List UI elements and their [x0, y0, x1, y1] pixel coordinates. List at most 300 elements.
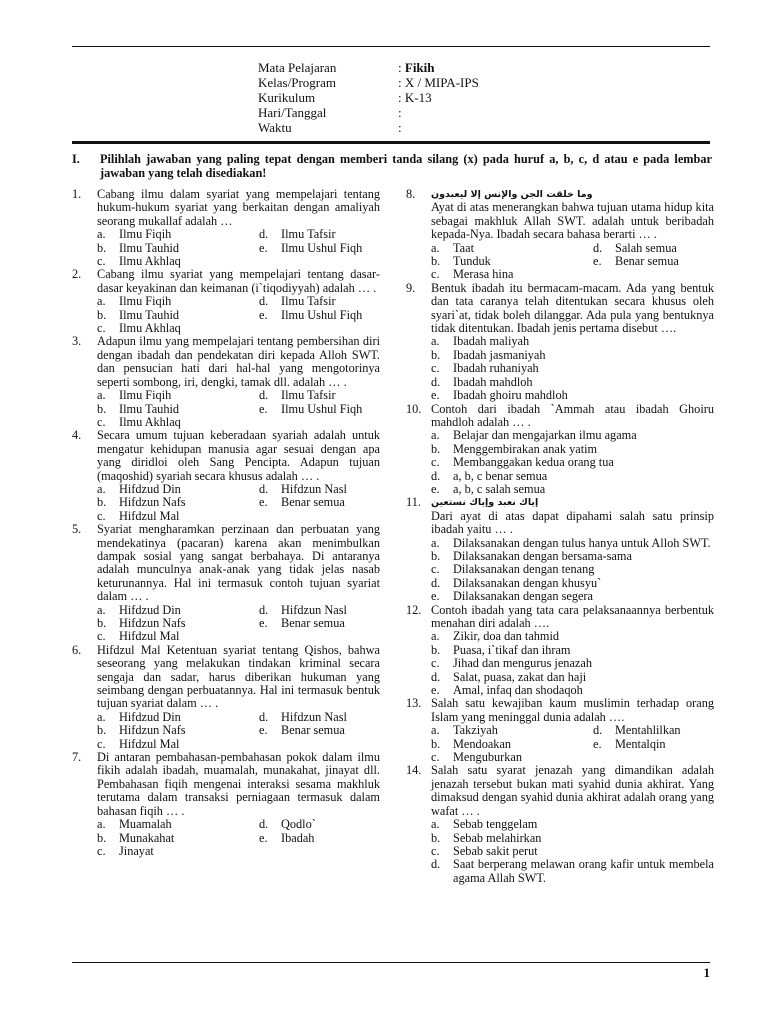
answer-option	[259, 309, 380, 322]
option-text: a, b, c benar semua	[453, 468, 548, 483]
answer-option	[431, 684, 714, 697]
option-letter: b.	[97, 401, 107, 416]
answer-option	[593, 724, 714, 737]
option-text: Dilaksanakan dengan tenang	[453, 562, 595, 577]
answer-option	[259, 832, 380, 845]
option-letter: c.	[431, 750, 440, 765]
option-text: Hifdzun Nafs	[119, 495, 186, 510]
option-letter: b.	[431, 254, 441, 269]
header-value-text: Fikih	[404, 60, 435, 75]
question-body	[431, 188, 714, 282]
header-separator: :	[398, 90, 405, 105]
option-letter: e.	[593, 736, 602, 751]
option-letter: a.	[97, 709, 106, 724]
question-number: 9.	[406, 280, 416, 295]
answer-option	[97, 818, 259, 831]
option-text: Ilmu Ushul Fiqh	[281, 240, 363, 255]
answer-options	[431, 818, 714, 885]
header-value	[398, 60, 435, 75]
header-divider-thick	[72, 141, 710, 144]
answer-option	[431, 335, 714, 348]
header-label: Mata Pelajaran	[258, 60, 337, 75]
option-text: Ilmu Akhlaq	[119, 414, 181, 429]
answer-option	[259, 617, 380, 630]
answer-options	[97, 389, 380, 429]
option-letter: d.	[259, 602, 269, 617]
answer-option	[259, 604, 380, 617]
option-letter: e.	[431, 589, 440, 604]
option-text: Salah semua	[615, 240, 677, 255]
answer-option	[431, 255, 593, 268]
arabic-verse: إياك نعبد وإياك نستعين	[431, 497, 539, 509]
option-letter: d.	[259, 294, 269, 309]
option-letter: d.	[431, 374, 441, 389]
option-text: Menggembirakan anak yatim	[453, 441, 598, 456]
option-letter: a.	[431, 428, 440, 443]
option-text: Puasa, i`tikaf dan ihram	[453, 642, 571, 657]
option-text: Belajar dan mengajarkan ilmu agama	[453, 428, 637, 443]
question-stem: Salah satu syarat jenazah yang dimandikan adalah jenazah tersebut bukan mati syahid dunia akhirat. Yang dimaksud dengan syahid dunia akhirat adalah orang yang wafat … .	[431, 763, 714, 818]
question-number: 12.	[406, 602, 422, 617]
footer-rule	[72, 962, 710, 963]
option-letter: e.	[259, 401, 268, 416]
option-letter: c.	[97, 629, 106, 644]
header-separator: :	[398, 60, 405, 75]
answer-option	[97, 832, 259, 845]
question-body	[97, 644, 380, 751]
question-body	[431, 282, 714, 403]
option-text: Benar semua	[615, 254, 679, 269]
answer-options	[97, 604, 380, 644]
option-text: Munakahat	[119, 830, 175, 845]
option-text: Hifdzun Nafs	[119, 616, 186, 630]
question-body	[431, 604, 714, 698]
instruction-text: Pilihlah jawaban yang paling tepat dengan memberi tanda silang (x) pada huruf a, b, c, d atau e pada lembar jawaban yang telah disediakan!	[100, 152, 712, 180]
option-letter: b.	[431, 548, 441, 563]
option-text: Dilaksanakan dengan segera	[453, 589, 593, 604]
answer-option	[431, 389, 714, 402]
question-body	[97, 429, 380, 523]
answer-option	[97, 389, 259, 402]
option-text: Benar semua	[281, 495, 345, 510]
answer-option	[97, 242, 259, 255]
answer-options	[97, 818, 380, 858]
option-text: Hifdzun Nasl	[281, 602, 347, 617]
header-value	[398, 105, 402, 120]
answer-option	[97, 738, 259, 751]
answer-option	[431, 376, 714, 389]
answer-option	[431, 470, 714, 483]
answer-option	[97, 416, 259, 429]
answer-option	[97, 604, 259, 617]
option-text: Ilmu Fiqih	[119, 388, 172, 403]
question-stem: Secara umum tujuan keberadaan syariah adalah untuk mengatur kehidupan manusia agar sesuai dengan apa yang diridloi oleh Sang Pencipta. Adapun tujuan (maqoshid) syariah secara khusus adalah … .	[97, 428, 380, 483]
answer-option	[431, 268, 593, 281]
option-text: Dilaksanakan dengan bersama-sama	[453, 548, 632, 563]
answer-option	[431, 630, 714, 643]
answer-option	[431, 644, 714, 657]
option-letter: b.	[431, 441, 441, 456]
option-text: Muamalah	[119, 817, 172, 832]
header-row	[258, 105, 479, 120]
option-letter: b.	[431, 347, 441, 362]
question-item	[72, 268, 380, 335]
option-letter: c.	[97, 508, 106, 523]
question-stem: Syariat mengharamkan perzinaan dan perbuatan yang mendekatinya (pacaran) karena akan menimbulkan dampak sosial yang sangat berbahaya. Di antaranya adalah munculnya anak-anak yang tidak jelas nasab keturunannya. Hal ini termasuk contoh tujuan syariat dalam … .	[97, 522, 380, 604]
answer-option	[97, 845, 259, 858]
option-letter: d.	[431, 575, 441, 590]
option-text: Mentahlilkan	[615, 723, 681, 738]
option-text: Ilmu Ushul Fiqh	[281, 307, 363, 322]
answer-option	[593, 255, 714, 268]
option-letter: d.	[431, 468, 441, 483]
question-number: 8.	[406, 187, 416, 201]
question-item	[72, 523, 380, 644]
option-text: Ilmu Tauhid	[119, 307, 180, 322]
header-row	[258, 120, 479, 135]
option-letter: e.	[431, 388, 440, 403]
header-separator: :	[398, 105, 402, 120]
option-text: Ibadah	[281, 830, 315, 845]
option-text: a, b, c salah semua	[453, 481, 546, 496]
question-body	[431, 496, 714, 603]
option-letter: d.	[431, 857, 441, 872]
answer-option	[97, 483, 259, 496]
option-letter: a.	[431, 723, 440, 738]
option-text: Ilmu Tauhid	[119, 240, 180, 255]
answer-options	[97, 295, 380, 335]
option-text: Sebab melahirkan	[453, 830, 542, 845]
question-item	[406, 403, 714, 497]
question-number: 5.	[72, 522, 82, 537]
option-text: Ibadah ruhaniyah	[453, 361, 539, 376]
top-rule	[72, 46, 710, 47]
option-letter: a.	[97, 817, 106, 832]
option-letter: b.	[97, 830, 107, 845]
option-text: Merasa hina	[453, 267, 514, 282]
answer-option	[431, 751, 593, 764]
answer-option	[431, 724, 593, 737]
question-body	[97, 751, 380, 858]
answer-option	[259, 483, 380, 496]
option-text: Ibadah maliyah	[453, 334, 530, 349]
question-item	[72, 751, 380, 858]
answer-option	[431, 537, 714, 550]
header-row	[258, 75, 479, 90]
answer-option	[431, 832, 714, 845]
option-letter: a.	[431, 535, 440, 550]
exam-header	[258, 60, 479, 135]
question-item	[406, 764, 714, 885]
answer-option	[97, 309, 259, 322]
question-stem: Dari ayat di atas dapat dipahami salah satu prinsip ibadah yaitu … .	[431, 508, 714, 537]
option-letter: a.	[97, 602, 106, 617]
option-letter: c.	[431, 656, 440, 671]
page-number: 1	[703, 965, 710, 980]
question-number: 3.	[72, 334, 82, 349]
option-text: Hifdzud Din	[119, 709, 181, 724]
question-stem: Contoh dari ibadah `Ammah atau ibadah Ghoiru mahdloh adalah … .	[431, 401, 714, 429]
option-text: Taat	[453, 240, 474, 255]
option-letter: c.	[97, 321, 106, 336]
answer-option	[259, 403, 380, 416]
option-letter: d.	[259, 227, 269, 242]
answer-options	[431, 242, 714, 282]
option-text: Ilmu Tafsir	[281, 227, 336, 242]
option-text: Mentalqin	[615, 736, 666, 751]
option-letter: a.	[431, 629, 440, 644]
answer-option	[97, 403, 259, 416]
answer-option	[431, 483, 714, 496]
option-letter: a.	[431, 240, 440, 255]
question-body	[431, 764, 714, 885]
option-text: Jinayat	[119, 843, 154, 858]
option-text: Ilmu Tauhid	[119, 401, 180, 416]
question-stem: Cabang ilmu dalam syariat yang mempelajari tentang hukum-hukum syariat yang berkaitan dengan amaliyah seorang mukallaf adalah …	[97, 187, 380, 228]
question-stem: Adapun ilmu yang mempelajari tentang pembersihan diri dengan ibadah dan pendekatan diri kepada Alloh SWT. dan pensucian hati dari hal-hal yang mengotorinya seperti sombong, iri, dengki, tamak dll. adalah … .	[97, 334, 380, 389]
answer-option	[259, 228, 380, 241]
answer-option	[593, 738, 714, 751]
option-text: Ilmu Fiqih	[119, 294, 172, 309]
question-stem: Cabang ilmu syariat yang mempelajari tentang dasar-dasar keyakinan dan keimanan (i`tiqodiyyah) adalah … .	[97, 267, 380, 295]
option-letter: e.	[259, 616, 268, 630]
answer-option	[431, 349, 714, 362]
option-text: Ibadah mahdloh	[453, 374, 533, 389]
header-label: Hari/Tanggal	[258, 105, 327, 120]
option-letter: e.	[259, 307, 268, 322]
question-item	[406, 697, 714, 764]
option-text: Ilmu Akhlaq	[119, 321, 181, 336]
answer-option	[259, 724, 380, 737]
option-text: Membanggakan kedua orang tua	[453, 455, 614, 470]
answer-option	[431, 845, 714, 858]
option-text: Ibadah ghoiru mahdloh	[453, 388, 568, 403]
question-number: 1.	[72, 187, 82, 201]
question-number: 6.	[72, 642, 82, 657]
option-text: Amal, infaq dan shodaqoh	[453, 683, 583, 698]
option-text: Benar semua	[281, 723, 345, 738]
section-number: I.	[72, 152, 80, 166]
answer-option	[431, 563, 714, 576]
question-number: 13.	[406, 696, 422, 711]
option-text: Benar semua	[281, 616, 345, 630]
question-number: 14.	[406, 763, 422, 778]
option-letter: d.	[431, 669, 441, 684]
question-stem: Contoh ibadah yang tata cara pelaksanaannya berbentuk menahan diri adalah ….	[431, 602, 714, 630]
option-text: Ilmu Tafsir	[281, 294, 336, 309]
left-question-column	[72, 188, 380, 858]
option-letter: b.	[97, 307, 107, 322]
answer-option	[97, 724, 259, 737]
option-letter: e.	[431, 683, 440, 698]
answer-option	[431, 657, 714, 670]
header-label: Kurikulum	[258, 90, 316, 105]
option-letter: d.	[259, 817, 269, 832]
answer-option	[259, 711, 380, 724]
option-letter: b.	[431, 830, 441, 845]
option-text: Hifdzud Din	[119, 602, 181, 617]
header-row	[258, 60, 479, 75]
option-letter: b.	[431, 736, 441, 751]
answer-option	[431, 242, 593, 255]
answer-option	[431, 577, 714, 590]
option-text: Hifdzun Nafs	[119, 723, 186, 738]
option-text: Ilmu Akhlaq	[119, 254, 181, 269]
option-letter: b.	[97, 616, 107, 630]
question-item	[72, 335, 380, 429]
right-question-column	[406, 188, 714, 885]
option-letter: c.	[97, 736, 106, 751]
answer-option	[259, 242, 380, 255]
question-number: 2.	[72, 267, 82, 282]
header-row	[258, 90, 479, 105]
question-body	[97, 188, 380, 268]
answer-option	[97, 295, 259, 308]
answer-option	[431, 818, 714, 831]
option-letter: c.	[431, 843, 440, 858]
option-letter: e.	[593, 254, 602, 269]
answer-option	[431, 456, 714, 469]
option-letter: c.	[97, 843, 106, 858]
question-item	[72, 429, 380, 523]
option-text: Saat berperang melawan orang kafir untuk membela agama Allah SWT.	[453, 857, 714, 885]
answer-option	[97, 322, 259, 335]
option-letter: b.	[431, 642, 441, 657]
question-body	[97, 268, 380, 335]
option-text: Ibadah jasmaniyah	[453, 347, 546, 362]
answer-option	[97, 510, 259, 523]
header-value-text: K-13	[404, 90, 432, 105]
answer-option	[431, 858, 714, 885]
option-text: Sebab sakit perut	[453, 843, 538, 858]
question-item	[406, 282, 714, 403]
option-letter: a.	[97, 388, 106, 403]
answer-options	[431, 630, 714, 697]
option-letter: a.	[431, 334, 440, 349]
question-stem: Ayat di atas menerangkan bahwa tujuan utama hidup kita sebagai makhluk Allah SWT. adalah untuk beribadah kepada-Nya. Ibadah secara bahasa berarti … .	[431, 200, 714, 242]
answer-option	[431, 671, 714, 684]
header-label: Waktu	[258, 120, 292, 135]
option-letter: b.	[97, 723, 107, 738]
option-letter: d.	[259, 709, 269, 724]
option-letter: e.	[259, 830, 268, 845]
option-letter: d.	[259, 481, 269, 496]
option-text: Hifdzun Nasl	[281, 709, 347, 724]
header-value	[398, 75, 479, 90]
option-text: Qodlo`	[281, 817, 316, 832]
option-text: Zikir, doa dan tahmid	[453, 629, 560, 644]
option-letter: b.	[97, 240, 107, 255]
header-separator: :	[398, 75, 405, 90]
option-text: Jihad dan mengurus jenazah	[453, 656, 592, 671]
option-text: Dilaksanakan dengan khusyu`	[453, 575, 602, 590]
answer-option	[97, 255, 259, 268]
option-text: Ilmu Ushul Fiqh	[281, 401, 363, 416]
question-body	[97, 523, 380, 644]
answer-options	[97, 711, 380, 751]
option-letter: c.	[97, 414, 106, 429]
option-text: Takziyah	[453, 723, 498, 738]
answer-option	[431, 738, 593, 751]
option-letter: e.	[259, 723, 268, 738]
question-item	[72, 188, 380, 268]
header-label: Kelas/Program	[258, 75, 336, 90]
option-text: Menguburkan	[453, 750, 522, 765]
option-letter: e.	[259, 240, 268, 255]
question-item	[406, 604, 714, 698]
question-stem: Hifdzul Mal Ketentuan syariat tentang Qishos, bahwa seseorang yang melakukan tindakan kriminal secara sengaja dan sadar, harus diberikan hukuman yang seimbang dengan perbuatannya. Hal ini termasuk bentuk tujuan syariat dalam … .	[97, 642, 380, 711]
option-letter: c.	[431, 455, 440, 470]
option-letter: d.	[259, 388, 269, 403]
answer-option	[97, 496, 259, 509]
option-letter: a.	[431, 817, 440, 832]
answer-option	[97, 711, 259, 724]
answer-option	[259, 496, 380, 509]
answer-option	[259, 295, 380, 308]
answer-option	[259, 818, 380, 831]
answer-option	[431, 443, 714, 456]
answer-option	[259, 389, 380, 402]
question-number: 10.	[406, 401, 422, 416]
option-text: Sebab tenggelam	[453, 817, 538, 832]
option-letter: a.	[97, 481, 106, 496]
option-letter: d.	[593, 240, 603, 255]
option-letter: c.	[431, 562, 440, 577]
question-item	[72, 644, 380, 751]
question-stem: Di antaran pembahasan-pembahasan pokok dalam ilmu fikih adalah ibadah, muamalah, munakahat, jinayat dll. Pembahasan fiqih mengenai interaksi sesama makhluk terutama dalam transaksi perniagaan termasuk dalam bahasan fiqih … .	[97, 750, 380, 818]
question-body	[431, 697, 714, 764]
question-number: 4.	[72, 428, 82, 443]
option-text: Ilmu Tafsir	[281, 388, 336, 403]
answer-option	[97, 630, 259, 643]
question-number: 7.	[72, 750, 82, 765]
question-body	[431, 403, 714, 497]
answer-options	[431, 335, 714, 402]
section-instruction	[72, 153, 712, 180]
option-text: Dilaksanakan dengan tulus hanya untuk Alloh SWT.	[453, 535, 711, 550]
option-text: Hifdzud Din	[119, 481, 181, 496]
option-letter: b.	[97, 495, 107, 510]
answer-option	[431, 550, 714, 563]
option-letter: c.	[97, 254, 106, 269]
arabic-verse: وما خلقت الجن والإنس إلا ليعبدون	[431, 189, 593, 200]
option-letter: c.	[431, 361, 440, 376]
option-letter: a.	[97, 227, 106, 242]
answer-option	[431, 362, 714, 375]
option-text: Ilmu Fiqih	[119, 227, 172, 242]
answer-options	[431, 537, 714, 604]
question-number: 11.	[406, 495, 421, 510]
option-text: Hifdzul Mal	[119, 508, 180, 523]
option-text: Hifdzul Mal	[119, 629, 180, 644]
answer-option	[593, 242, 714, 255]
answer-options	[97, 483, 380, 523]
answer-option	[431, 429, 714, 442]
option-text: Hifdzul Mal	[119, 736, 180, 751]
question-stem: Salah satu kewajiban kaum muslimin terhadap orang Islam yang meninggal dunia adalah ….	[431, 696, 714, 724]
option-letter: e.	[431, 481, 440, 496]
question-item	[406, 496, 714, 603]
option-letter: d.	[593, 723, 603, 738]
question-item	[406, 188, 714, 282]
question-stem: Bentuk ibadah itu bermacam-macam. Ada yang bentuk dan tata caranya telah ditentukan secara khusus oleh syari`at, tidak boleh dilanggar. Ada pula yang bentuknya tidak ditentukan. Ibadah jenis pertama disebut ….	[431, 280, 714, 336]
header-separator: :	[398, 120, 402, 135]
answer-option	[431, 590, 714, 603]
header-value	[398, 90, 432, 105]
answer-options	[431, 724, 714, 764]
answer-option	[97, 617, 259, 630]
question-body	[97, 335, 380, 429]
